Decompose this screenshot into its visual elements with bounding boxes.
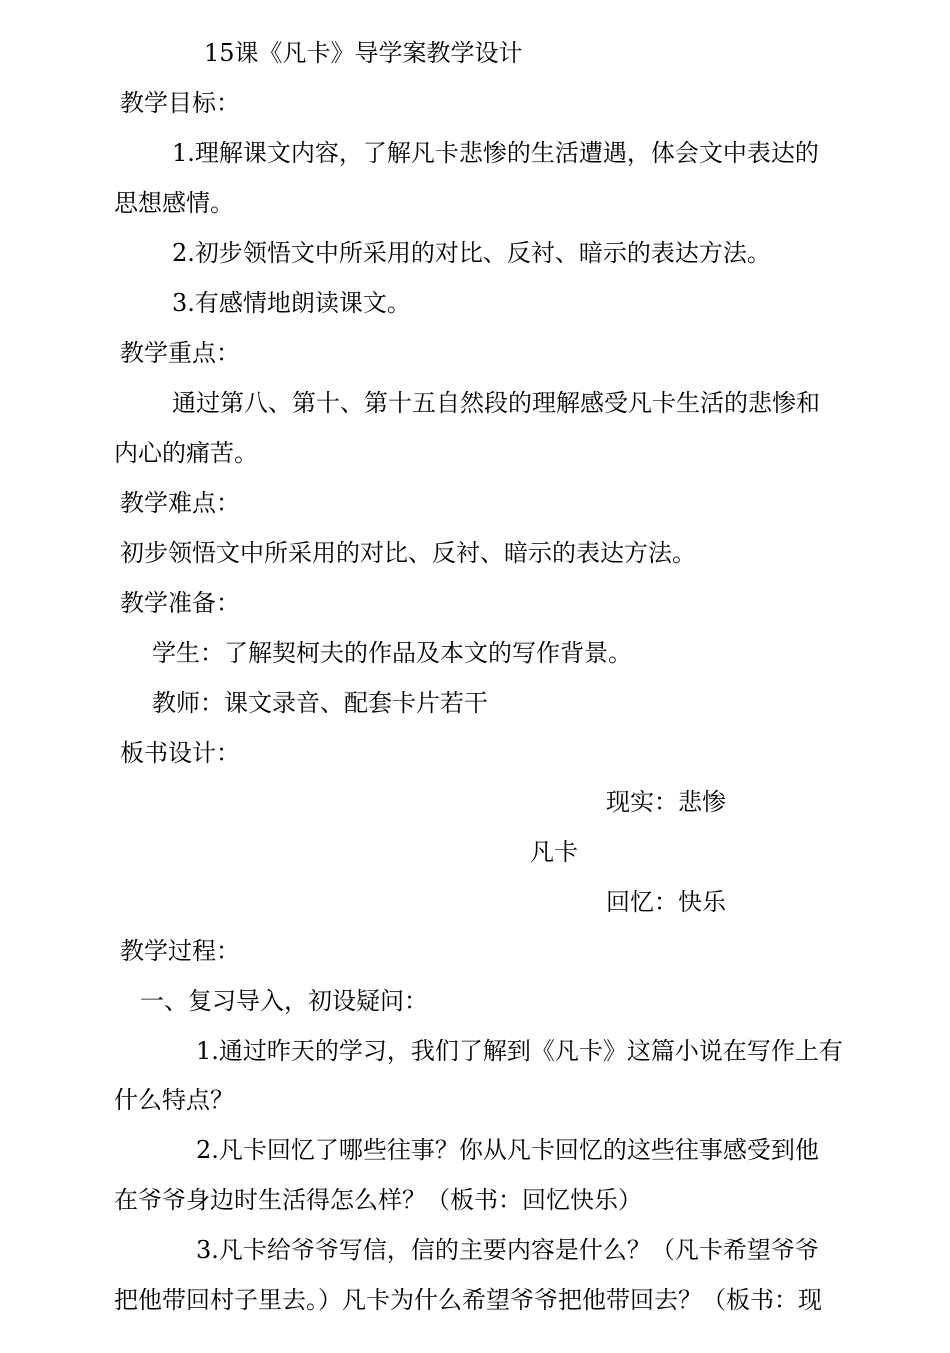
key-points-line-1: 通过第八、第十、第十五自然段的理解感受凡卡生活的悲惨和 <box>172 389 820 417</box>
preparation-teacher: 教师：课文录音、配套卡片若干 <box>152 689 488 717</box>
objectives-heading: 教学目标： <box>120 89 240 117</box>
board-center: 凡卡 <box>530 838 578 866</box>
objective-1-line-2: 思想感情。 <box>114 189 234 217</box>
key-points-line-2: 内心的痛苦。 <box>114 439 258 467</box>
key-points-heading: 教学重点： <box>120 339 240 367</box>
objective-1-line-1: 1.理解课文内容，了解凡卡悲惨的生活遭遇，体会文中表达的 <box>172 139 819 167</box>
process-section-1-title: 一、复习导入，初设疑问： <box>140 987 428 1015</box>
preparation-student: 学生：了解契柯夫的作品及本文的写作背景。 <box>152 639 632 667</box>
difficulties-heading: 教学难点： <box>120 489 240 517</box>
board-design-heading: 板书设计： <box>120 739 240 767</box>
objective-3: 3.有感情地朗读课文。 <box>172 289 411 317</box>
board-reality: 现实：悲惨 <box>606 788 726 816</box>
question-1-line-2: 什么特点？ <box>114 1086 234 1114</box>
objective-2: 2.初步领悟文中所采用的对比、反衬、暗示的表达方法。 <box>172 239 771 267</box>
question-3-line-1: 3.凡卡给爷爷写信，信的主要内容是什么？（凡卡希望爷爷 <box>196 1236 819 1264</box>
difficulties-text: 初步领悟文中所采用的对比、反衬、暗示的表达方法。 <box>120 539 696 567</box>
process-heading: 教学过程： <box>120 937 240 965</box>
preparation-heading: 教学准备： <box>120 589 240 617</box>
board-memory: 回忆：快乐 <box>606 888 726 916</box>
document-title: 15课《凡卡》导学案教学设计 <box>204 39 523 67</box>
question-2-line-2: 在爷爷身边时生活得怎么样？（板书：回忆快乐） <box>114 1186 642 1214</box>
question-1-line-1: 1.通过昨天的学习，我们了解到《凡卡》这篇小说在写作上有 <box>196 1037 843 1065</box>
question-2-line-1: 2.凡卡回忆了哪些往事？你从凡卡回忆的这些往事感受到他 <box>196 1136 819 1164</box>
question-3-line-2: 把他带回村子里去。）凡卡为什么希望爷爷把他带回去？（板书：现 <box>114 1286 822 1314</box>
